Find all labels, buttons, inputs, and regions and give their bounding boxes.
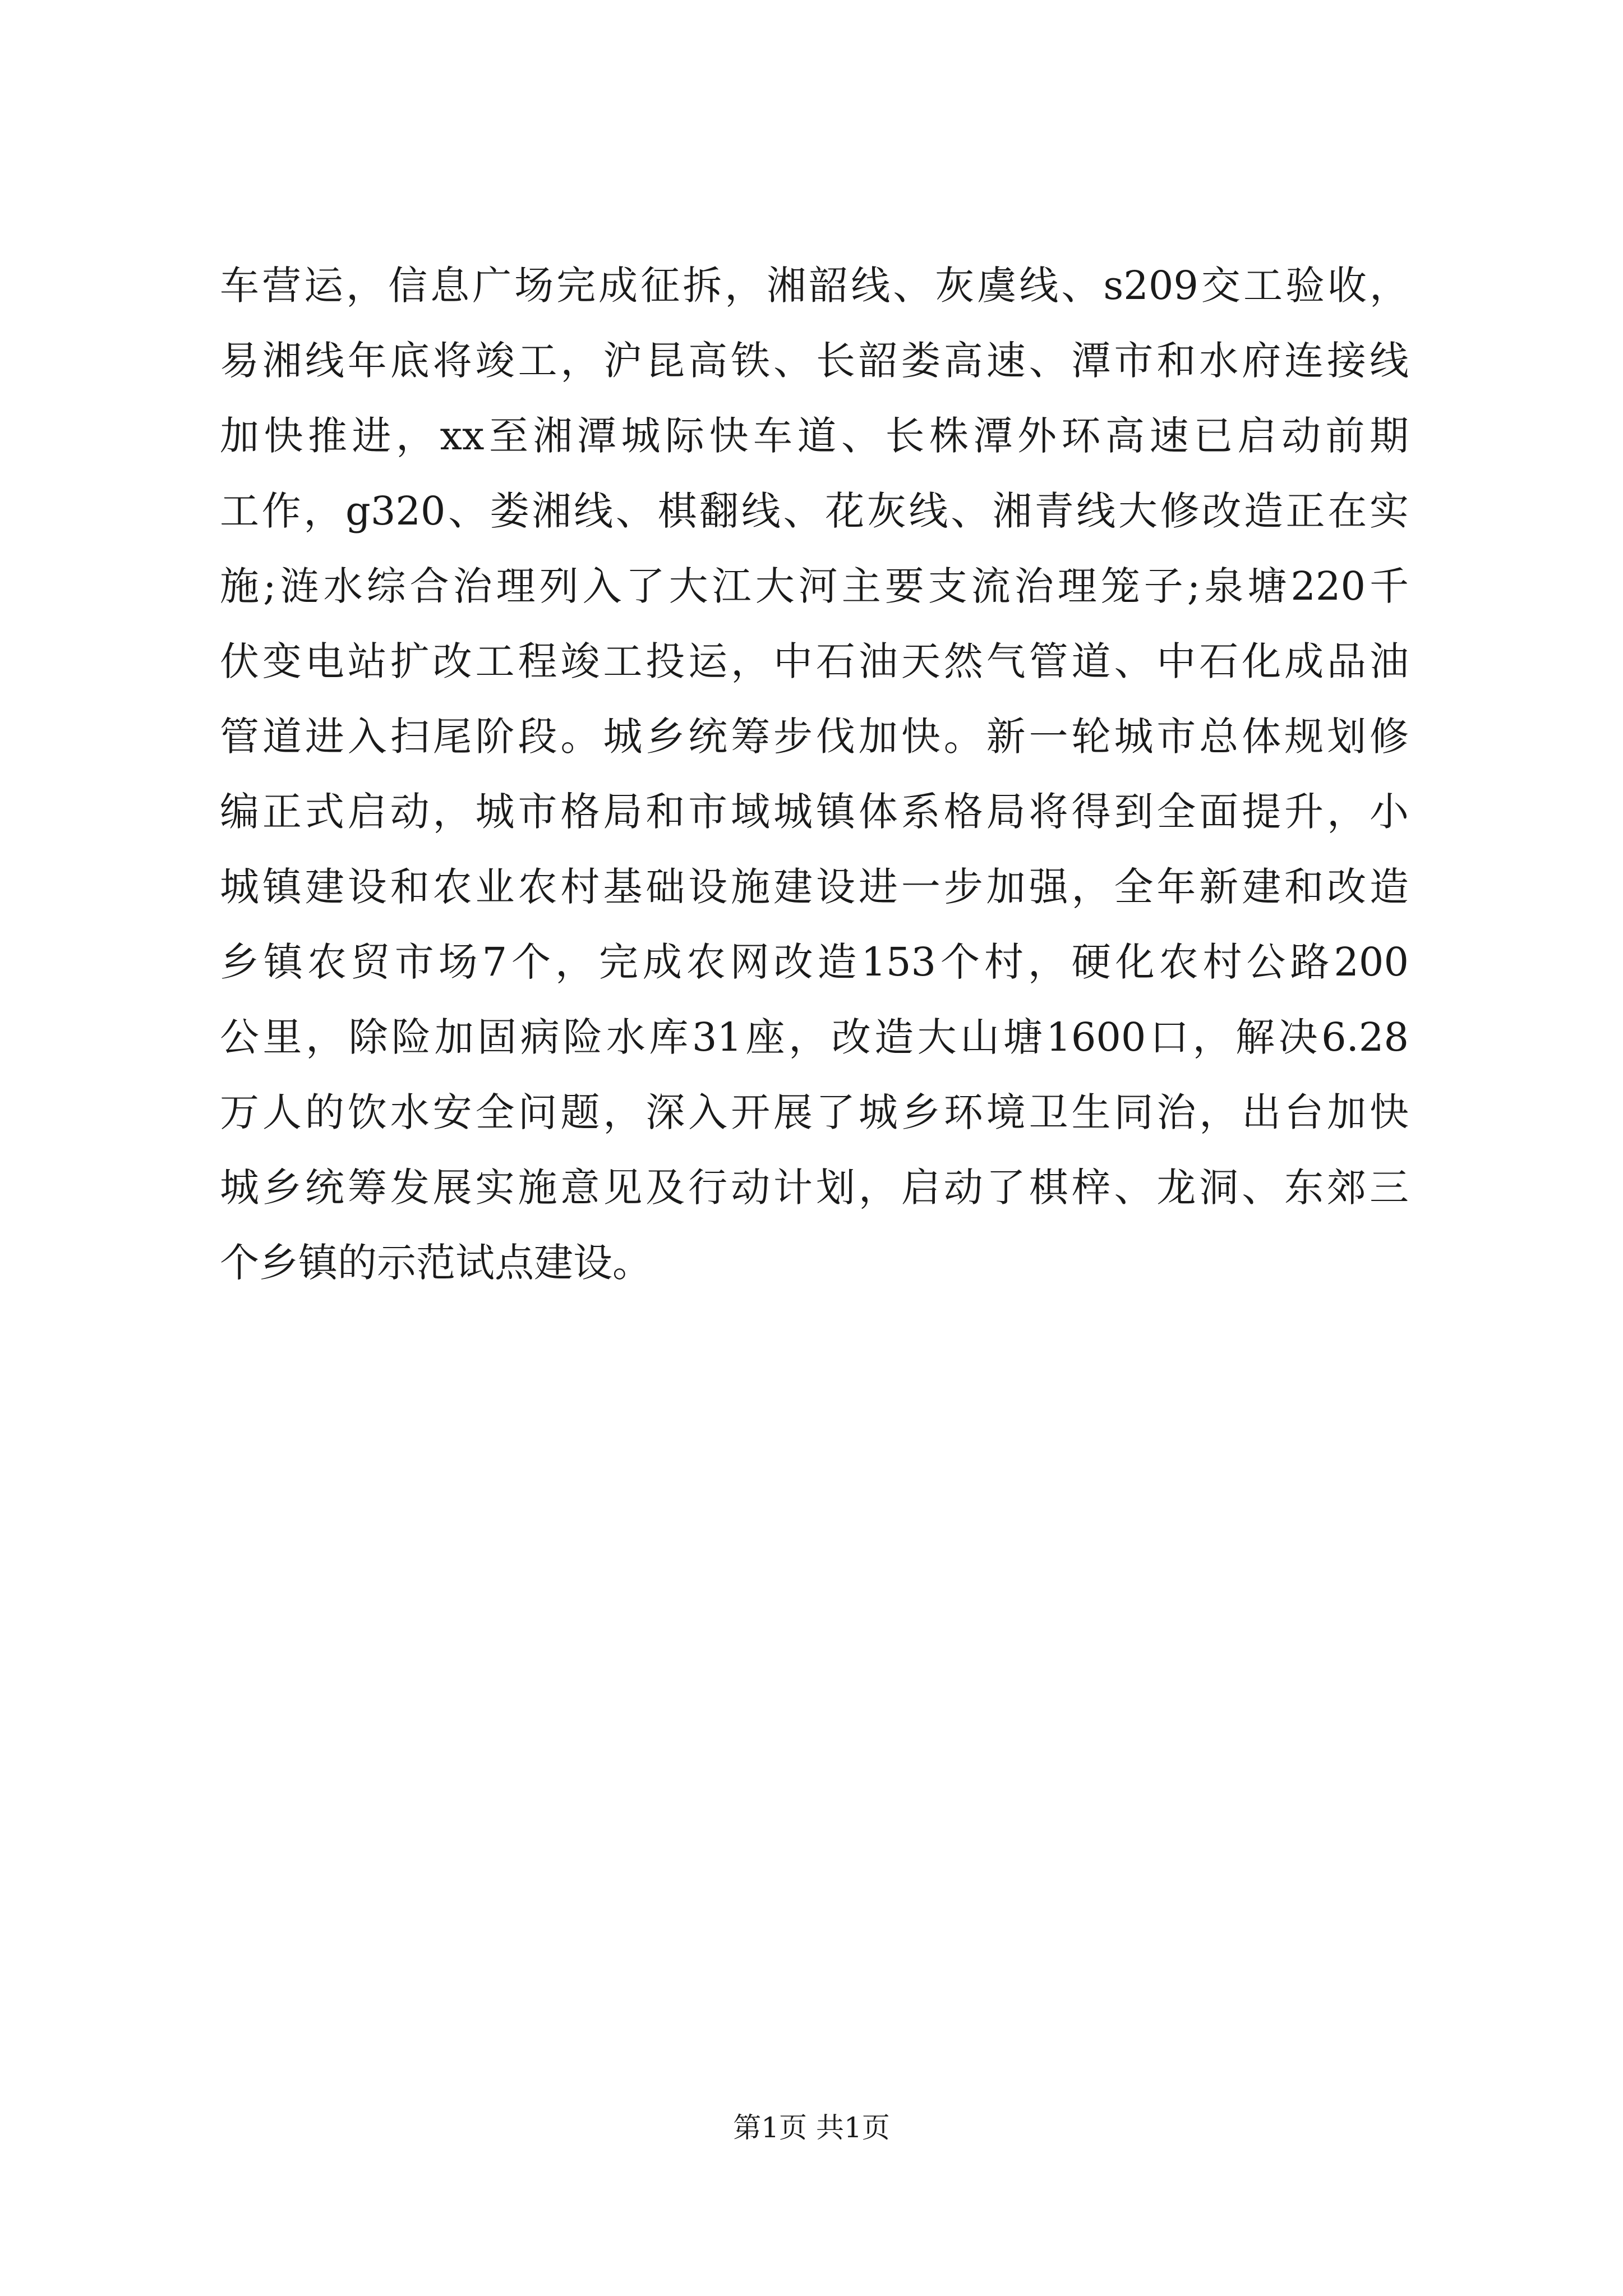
text-line: 万人的饮水安全问题，深入开展了城乡环境卫生同治，出台加快 (220, 1089, 1409, 1135)
body-paragraph (220, 248, 1409, 1300)
text-line: 加快推进，xx至湘潭城际快车道、长株潭外环高速已启动前期 (220, 413, 1409, 459)
text-line: 城镇建设和农业农村基础设施建设进一步加强，全年新建和改造 (220, 864, 1409, 910)
text-line: 伏变电站扩改工程竣工投运，中石油天然气管道、中石化成品油 (220, 638, 1409, 684)
text-line: 管道进入扫尾阶段。城乡统筹步伐加快。新一轮城市总体规划修 (220, 714, 1409, 760)
text-line: 车营运，信息广场完成征拆，湘韶线、灰虞线、s209交工验收， (220, 263, 1409, 309)
page-number-footer: 第1页 共1页 (733, 2111, 890, 2144)
text-line: 公里，除险加固病险水库31座，改造大山塘1600口，解决6.28 (220, 1014, 1409, 1060)
text-line: 施;涟水综合治理列入了大江大河主要支流治理笼子;泉塘220千 (220, 563, 1409, 609)
text-line: 工作，g320、娄湘线、棋翻线、花灰线、湘青线大修改造正在实 (220, 488, 1409, 534)
text-line-last: 个乡镇的示范试点建设。 (220, 1240, 652, 1286)
text-line: 乡镇农贸市场7个，完成农网改造153个村，硬化农村公路200 (220, 939, 1409, 985)
text-line: 编正式启动，城市格局和市域城镇体系格局将得到全面提升，小 (220, 789, 1409, 835)
text-line: 易湘线年底将竣工，沪昆高铁、长韶娄高速、潭市和水府连接线 (220, 338, 1409, 384)
text-line: 城乡统筹发展实施意见及行动计划，启动了棋梓、龙洞、东郊三 (220, 1165, 1409, 1211)
